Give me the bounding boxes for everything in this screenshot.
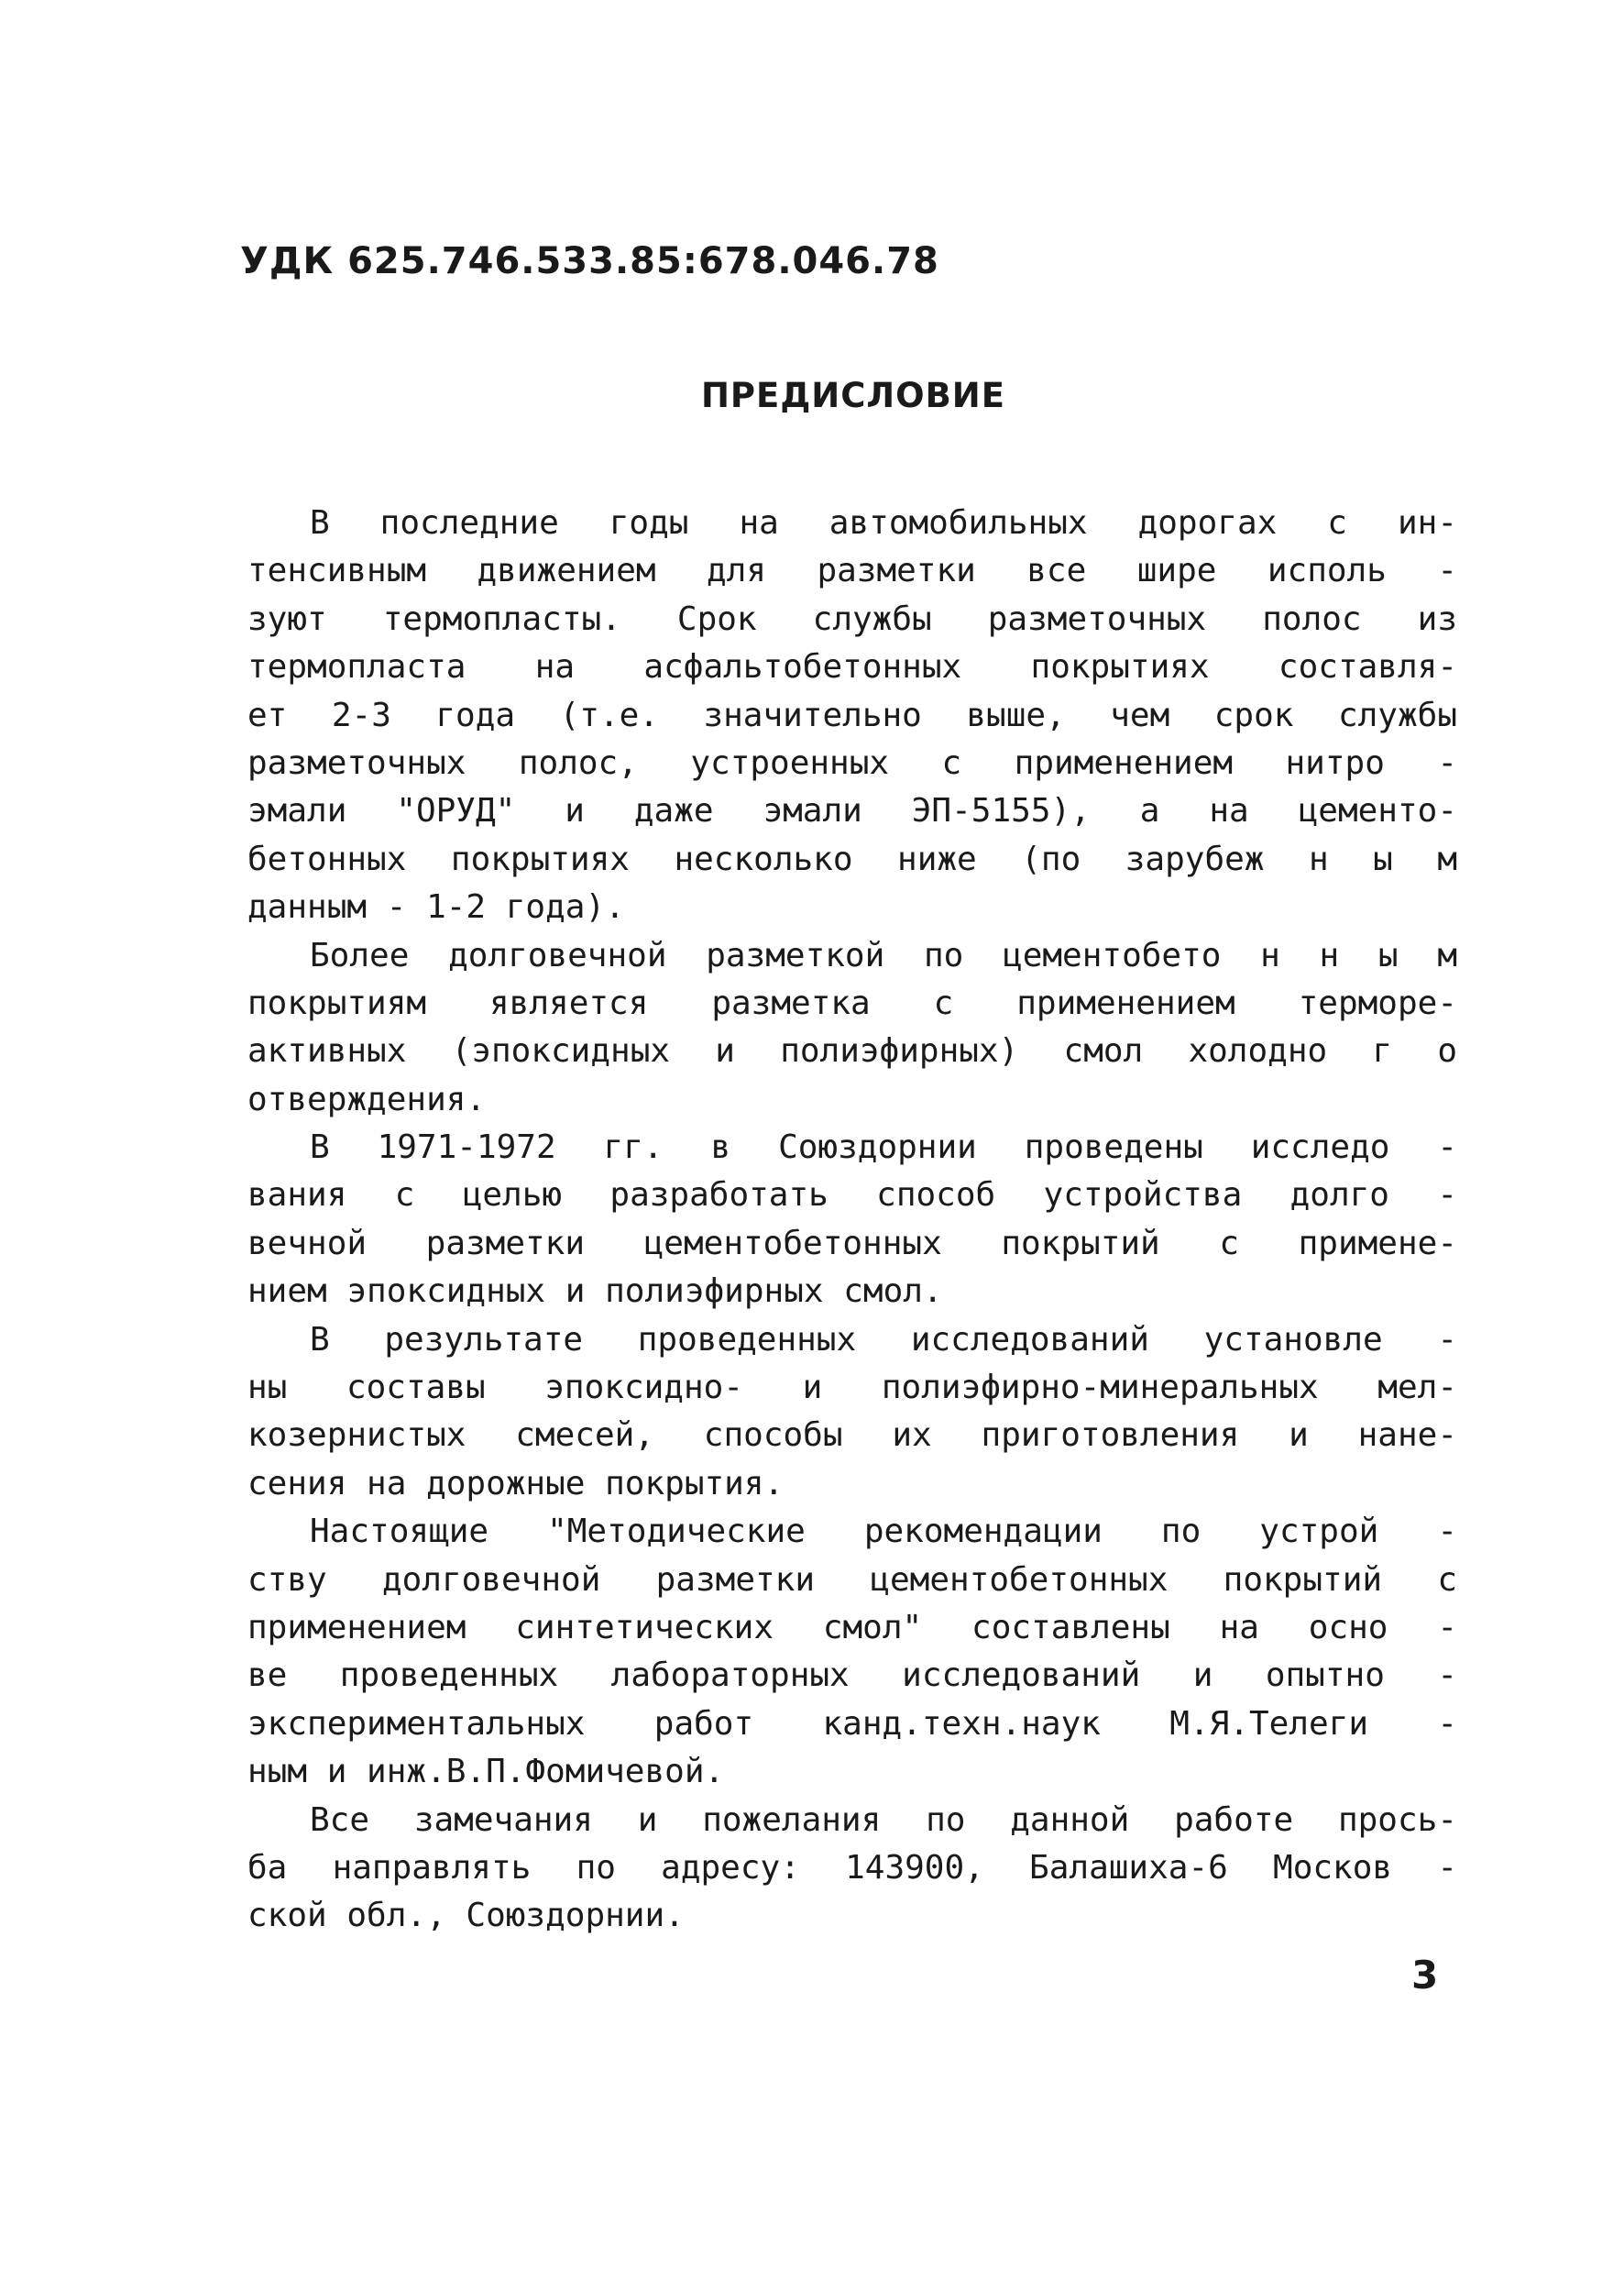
preface-body	[247, 500, 1457, 1941]
text-line: Более долговечной разметкой по цементобето н н ы м	[310, 936, 1457, 974]
text-line: ет 2-3 года (т.е. значительно выше, чем срок службы	[247, 696, 1457, 734]
page-number: 3	[1411, 1953, 1439, 1997]
text-line: зуют термопласты. Срок службы разметочных полос из	[247, 600, 1457, 638]
text-line: ству долговечной разметки цементобетонных покрытий с	[247, 1560, 1457, 1599]
udk-code: УДК 625.746.533.85:678.046.78	[240, 240, 939, 282]
text-line: экспериментальных работ канд.техн.наук М.Я.Телеги -	[247, 1704, 1457, 1743]
paragraph	[247, 1316, 1457, 1509]
text-line: Настоящие "Методические рекомендации по устрой -	[310, 1513, 1457, 1551]
text-line: нием эпоксидных и полиэфирных смол.	[247, 1272, 943, 1311]
text-line: вечной разметки цементобетонных покрытий с примене-	[247, 1224, 1457, 1262]
text-line: Все замечания и пожелания по данной работе прось-	[310, 1800, 1457, 1839]
paragraph	[247, 1508, 1457, 1796]
text-line: В последние годы на автомобильных дорогах с ин-	[310, 504, 1457, 542]
text-line: данным - 1-2 года).	[247, 888, 625, 927]
text-line: ской обл., Союздорнии.	[247, 1897, 685, 1935]
text-line: отверждения.	[247, 1080, 487, 1118]
paragraph	[247, 1124, 1457, 1316]
text-line: сения на дорожные покрытия.	[247, 1464, 785, 1502]
text-line: ба направлять по адресу: 143900, Балашиха-6 Москов -	[247, 1848, 1457, 1887]
text-line: разметочных полос, устроенных с применением нитро -	[247, 743, 1457, 782]
text-line: В результате проведенных исследований установле -	[310, 1320, 1457, 1359]
text-line: активных (эпоксидных и полиэфирных) смол холодно г о	[247, 1032, 1457, 1071]
text-line: тенсивным движением для разметки все шире исполь -	[247, 552, 1457, 590]
page-title: ПРЕДИСЛОВИЕ	[700, 376, 1006, 415]
text-line: эмали "ОРУД" и даже эмали ЭП-5155), а на цементо-	[247, 792, 1457, 831]
text-line: покрытиям является разметка с применением терморе-	[247, 984, 1457, 1022]
paragraph	[247, 1797, 1457, 1941]
text-line: ны составы эпоксидно- и полиэфирно-минеральных мел-	[247, 1369, 1457, 1407]
text-line: вания с целью разработать способ устройства долго -	[247, 1176, 1457, 1215]
text-line: В 1971-1972 гг. в Союздорнии проведены исследо -	[310, 1128, 1457, 1167]
paragraph	[247, 932, 1457, 1125]
text-line: ным и инж.В.П.Фомичевой.	[247, 1753, 725, 1791]
text-line: козернистых смесей, способы их приготовления и нане-	[247, 1416, 1457, 1455]
paragraph	[247, 500, 1457, 932]
text-line: применением синтетических смол" составлены на осно -	[247, 1608, 1457, 1646]
text-line: ве проведенных лабораторных исследований и опытно -	[247, 1656, 1457, 1695]
text-line: термопласта на асфальтобетонных покрытиях составля-	[247, 648, 1457, 687]
text-line: бетонных покрытиях несколько ниже (по зарубеж н ы м	[247, 840, 1457, 878]
